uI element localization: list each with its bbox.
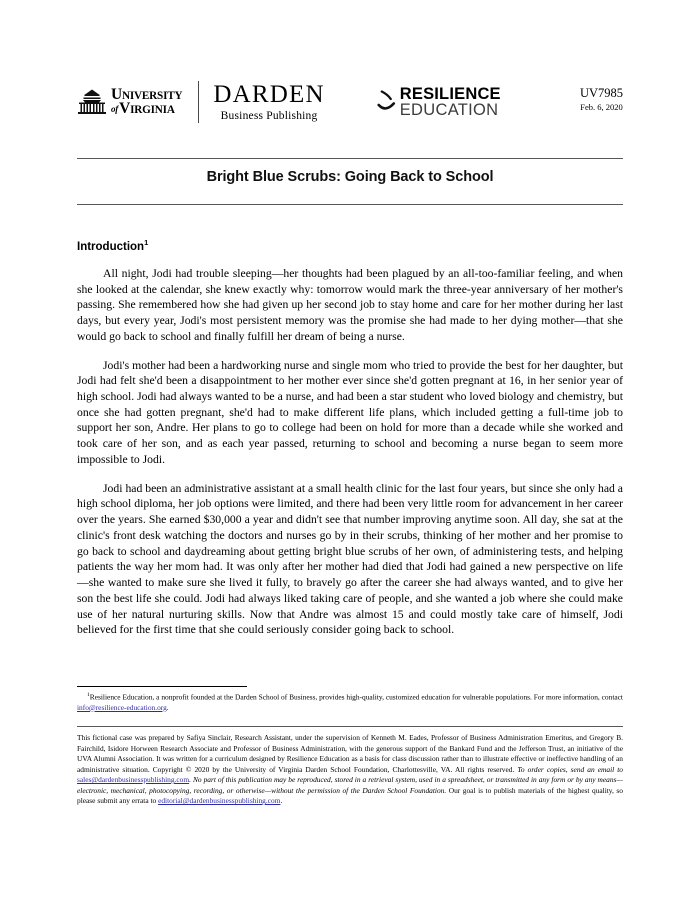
copyright-text-part2: Our goal is to publish materials of the highest quality, so please submit any errata to [77, 785, 623, 806]
footnote-text: Resilience Education, a nonprofit founded at the Darden School of Business, provides high-quality, customized education for vulnerable populations. For more information, contact [89, 692, 623, 702]
copyright-italic-order-copies: To order copies, send an email to [517, 764, 624, 774]
footnote-marker: 1 [144, 238, 149, 247]
uva-university-initial: U [111, 85, 122, 103]
body-paragraph: All night, Jodi had trouble sleeping—her thoughts had been plagued by an all-too-familiar feeling, and when she looked at the calendar, she knew exactly why: tomorrow would mark the three-year anniversary of her mother's passing. She remembered how she had given up her second job to stay home and care for her mother during her last days, but every year, Jodi's most persistent memory was the promise she had made to her dying mother—that she would go back to school and finally fulfill her dream of being a nurse. [77, 266, 623, 343]
section-heading-introduction [77, 238, 623, 253]
resilience-wordmark [400, 86, 501, 119]
footnote-text-end: . [166, 702, 169, 712]
copyright-text-part1: This fictional case was prepared by Safiya Sinclair, Research Assistant, under the supervision of Kenneth M. Eades, Professor of Business Administration Emeritus, and Gregory B. Fairchild, Isidore Horween Research Associate and Professor of Business Administration, with the generous support of the Bankard Fund and the Jefferson Trust, an initiative of the UVA Alumni Association. It was written for a curriculum designed by Resilience Education as a basis for class discussion rather than to illustrate effective or ineffective handling of an administrative situation. Copyright © 2020 by the University of Virginia Darden School Foundation, Charlottesville, VA. All rights reserved. [77, 733, 623, 774]
body-paragraph: Jodi's mother had been a hardworking nurse and single mom who tried to provide the best for her daughter, but Jodi had felt she'd been a disappointment to her mother ever since she'd gotten pregnant at 16, in her senior year of high school. Jodi had always wanted to be a nurse, and had been a star student who loved biology and chemistry, but once she had gotten pregnant, she'd had to make different life plans, which included getting a full-time job to support her son, Andre. Her plans to go to college had been on hold for more than a decade while she worked and took care of her son, and as each year passed, returning to school and becoming a nurse began to seem more impossible to Jodi. [77, 358, 623, 466]
uva-of-text: of [111, 104, 119, 114]
resilience-label: RESILIENCE [399, 84, 501, 103]
swoosh-icon [377, 87, 397, 117]
header-divider [198, 81, 199, 123]
section-heading-label: Introduction [77, 240, 145, 253]
copyright-text-part3: . [280, 796, 283, 806]
editorial-email-link[interactable]: editorial@dardenbusinesspublishing.com [158, 796, 281, 806]
uva-university-text: NIVERSITY [122, 89, 183, 102]
title-top-rule [77, 158, 623, 159]
uva-virginia-initial: V [119, 100, 131, 117]
rotunda-icon [77, 89, 107, 115]
copyright-separator-rule [77, 726, 623, 727]
uva-virginia-text: IRGINIA [130, 104, 175, 116]
uva-wordmark [111, 85, 183, 117]
document-identifier [580, 86, 623, 118]
university-of-virginia-logo [77, 85, 183, 117]
page-title: Bright Blue Scrubs: Going Back to School [206, 169, 494, 185]
document-number: UV7985 [579, 85, 623, 100]
document-body [77, 238, 623, 651]
footnote-separator-rule [77, 686, 247, 687]
title-bottom-rule [77, 204, 623, 205]
resilience-email-link[interactable]: info@resilience-education.org [77, 702, 167, 712]
darden-name: DARDEN [213, 81, 325, 109]
darden-business-publishing-logo [213, 82, 324, 121]
body-paragraph: Jodi had been an administrative assistant at a small health clinic for the last four years, but since she only had a high school diploma, her job options were limited, and there had been very little room for advancement in her career over the years. She earned $30,000 a year and didn't see that number improving anytime soon. All day, she sat at the clinic's front desk watching the doctors and nurses go by in their scrubs, thinking of her mother and her promise to go back to school and daydreaming about getting bright blue scrubs of her own, of administering tests, and helping patients the way her mom had. It was only after her mother had died that Jodi had gained a new perspective on life—she wanted to make sure she lived it fully, to bravely go after the career she had always wanted, and to give her son the best life she could. Jodi had always liked taking care of people, and she wanted a job where she could make use of her natural nurturing skills. Now that Andre was almost 15 and could mostly take care of himself, Jodi believed for the first time that she could seriously consider going back to school. [77, 481, 623, 637]
copyright-italic-restrictions: . No part of this publication may be reproduced, stored in a retrieval system, used in a spreadsheet, or transmitted in any form or by any means—electronic, mechanical, photocopying, recording, or otherwise—without the permission of the Darden School Foundation. [77, 775, 623, 795]
copyright-block [77, 733, 623, 807]
darden-subtitle: Business Publishing [220, 109, 318, 122]
education-label: EDUCATION [399, 101, 499, 119]
document-header [77, 78, 623, 126]
document-date: Feb. 6, 2020 [580, 101, 623, 112]
sales-email-link[interactable]: sales@dardenbusinesspublishing.com [77, 775, 190, 785]
resilience-education-logo [377, 86, 501, 119]
footnote-number: 1 [87, 692, 90, 698]
footnote-block [77, 692, 623, 713]
